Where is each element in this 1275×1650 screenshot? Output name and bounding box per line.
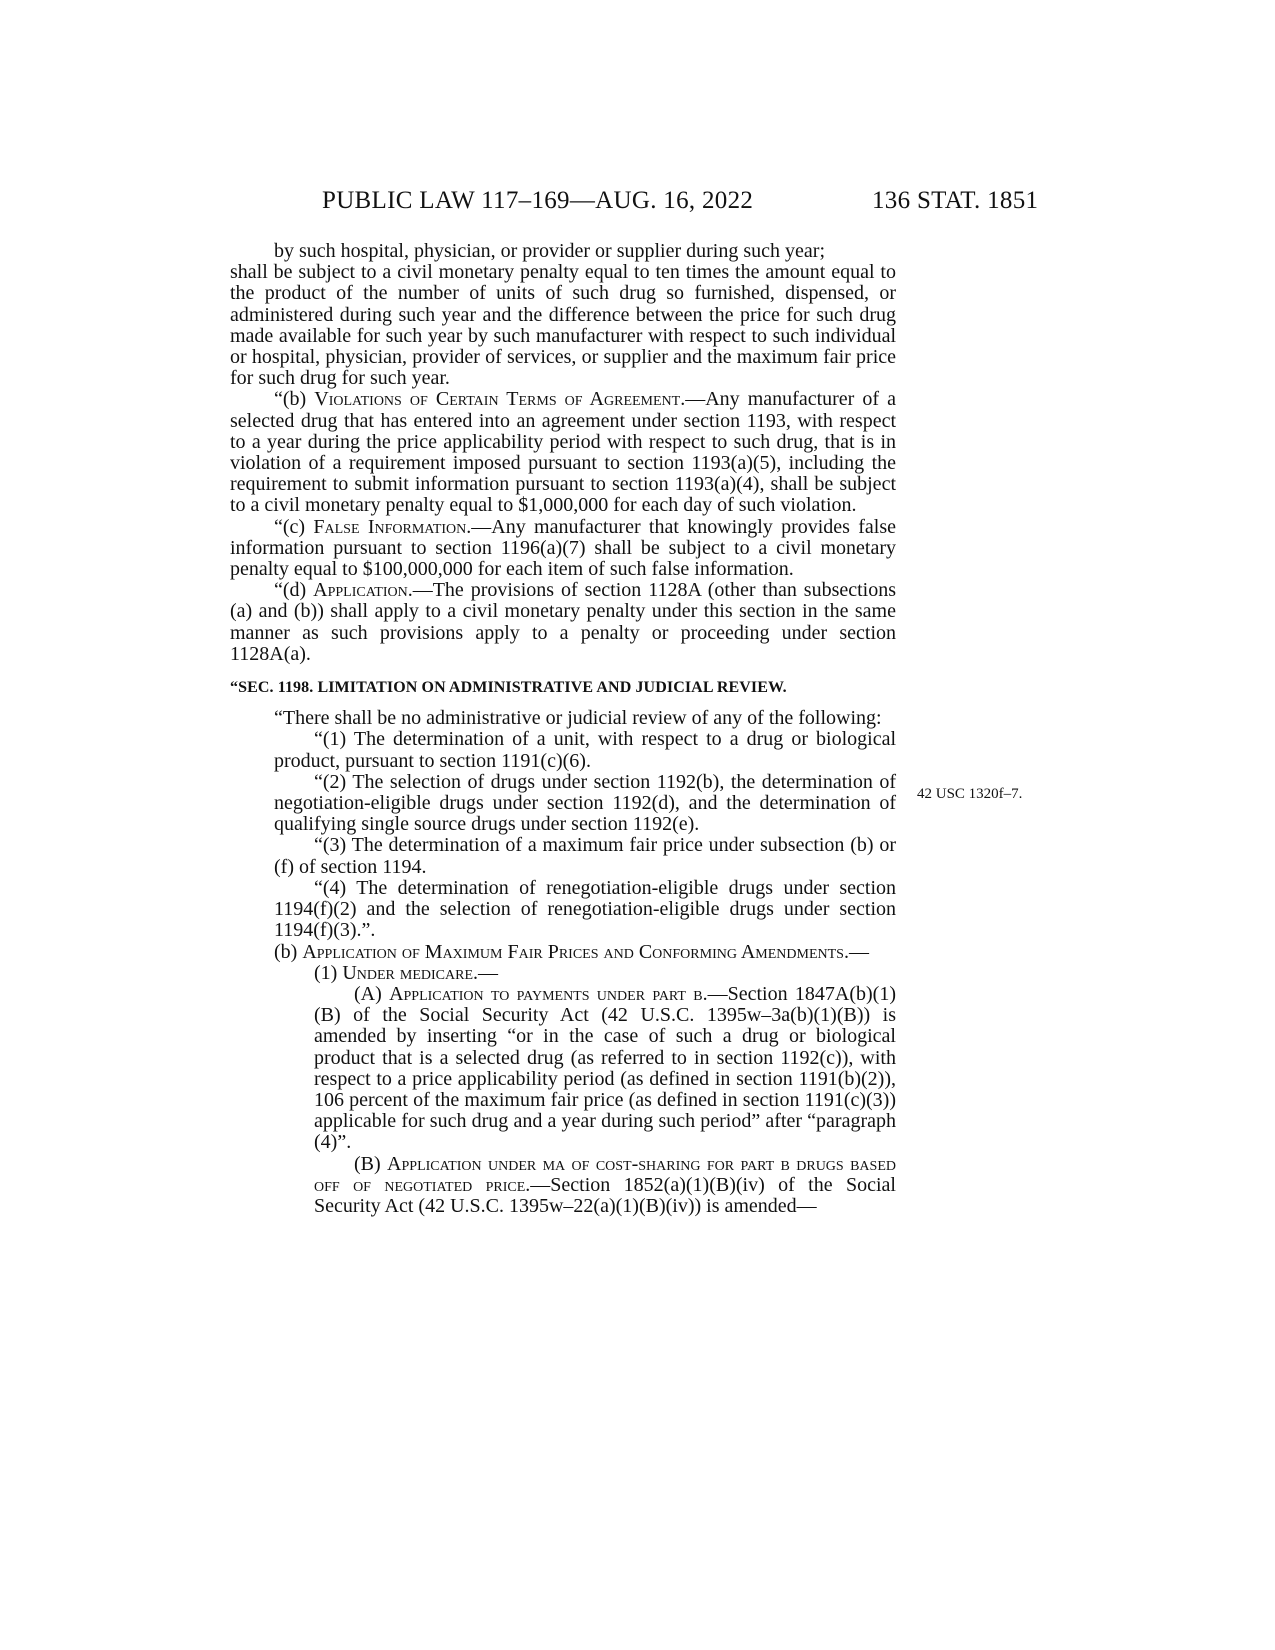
subsection-b-label: “(b): [274, 388, 315, 411]
subsection-d-heading: Application: [313, 579, 408, 602]
paragraph-1-label: (1): [314, 961, 343, 984]
penalty-paragraph: shall be subject to a civil monetary penalty equal to ten times the amount equal to the product of the number of units of such drug so furnished, dispensed, or administered during such year and the difference between the price for such drug made available for such year by such manufacturer with respect to such individual or hospital, physician, provider of services, or supplier and the maximum fair price for such drug for such year.: [230, 261, 896, 390]
body-text: [230, 241, 896, 1217]
subparagraph-b-text: .—Section 1852(a)(1)(B)(iv) of the Social Security Act (42 U.S.C. 1395w–22(a)(1)(B)(iv)) is amended—: [314, 1173, 896, 1217]
subsection-d-text: .—The provisions of section 1128A (other than subsections (a) and (b)) shall apply to a civil monetary penalty under this section in the same manner as such provisions apply to a penalty or proceeding under section 1128A(a).: [230, 579, 896, 665]
review-item-1: “(1) The determination of a unit, with respect to a drug or biological product, pursuant to section 1191(c)(6).: [274, 728, 896, 772]
subsection-d-label: “(d): [274, 579, 314, 602]
paragraph-1: [230, 963, 896, 984]
running-header-title: PUBLIC LAW 117–169—AUG. 16, 2022: [322, 187, 754, 214]
subparagraph-b: [230, 1154, 896, 1218]
review-item-3: “(3) The determination of a maximum fair price under subsection (b) or (f) of section 1194.: [274, 834, 896, 878]
paragraph-1-heading: Under medicare: [342, 961, 473, 984]
subsection-c-label: “(c): [274, 515, 314, 538]
margin-citation: 42 USC 1320f–7.: [917, 786, 1023, 802]
subparagraph-a-heading: Application to payments under part b: [389, 982, 703, 1005]
continued-clause: by such hospital, physician, or provider or supplier during such year;: [274, 240, 825, 262]
amendments-label: (b): [274, 940, 303, 963]
running-header-page: 136 STAT. 1851: [872, 187, 1039, 214]
subsection-c: [230, 517, 896, 581]
section-heading: “SEC. 1198. LIMITATION ON ADMINISTRATIVE AND JUDICIAL REVIEW.: [230, 679, 787, 697]
subsection-b: [230, 389, 896, 516]
amendments-heading: Application of Maximum Fair Prices and Conforming Amendments: [302, 940, 844, 963]
subsection-c-heading: False Information: [313, 515, 467, 538]
amendments-tail: .—: [843, 940, 869, 963]
subsection-b-heading: Violations of Certain Terms of Agreement: [314, 388, 681, 411]
subsection-c-text: .—Any manufacturer that knowingly provides false information pursuant to section 1196(a)(7) shall be subject to a civil monetary penalty equal to $100,000,000 for each item of such false information.: [230, 515, 896, 581]
subparagraph-a-text: .—Section 1847A(b)(1)(B) of the Social Security Act (42 U.S.C. 1395w–3a(b)(1)(B)) is amended by inserting “or in the case of such a drug or biological product that is a selected drug (as referred to in section 1192(c)), with respect to a price applicability period (as defined in section 1191(b)(2)), 106 percent of the maximum fair price (as defined in section 1191(c)(3)) applicable for such drug and a year during such period” after “paragraph (4)”.: [314, 982, 896, 1154]
subparagraph-a: [230, 984, 896, 1154]
review-item-2: “(2) The selection of drugs under section 1192(b), the determination of negotiation-eligible drugs under section 1192(d), and the determination of qualifying single source drugs under section 1192(e).: [274, 770, 896, 836]
paragraph-1-tail: .—: [473, 961, 498, 984]
subsection-b-amendments: [230, 942, 896, 963]
subparagraph-a-label: (A): [354, 982, 390, 1005]
subparagraph-b-label: (B): [354, 1152, 388, 1175]
review-item-4: “(4) The determination of renegotiation-eligible drugs under section 1194(f)(2) and the selection of renegotiation-eligible drugs under section 1194(f)(3).”.: [274, 876, 896, 942]
subsection-d: [230, 580, 896, 665]
subparagraph-b-heading: Application under ma of cost-sharing for part b drugs based off of negotiated price: [314, 1152, 896, 1196]
subsection-b-text: .—Any manufacturer of a selected drug that has entered into an agreement under section 1193, with respect to a year during the price applicability period with respect to such drug, that is in violation of a requirement imposed pursuant to section 1193(a)(5), including the requirement to submit information pursuant to section 1193(a)(4), shall be subject to a civil monetary penalty equal to $1,000,000 for each day of such violation.: [230, 388, 897, 517]
section-intro: “There shall be no administrative or judicial review of any of the following:: [274, 707, 882, 730]
